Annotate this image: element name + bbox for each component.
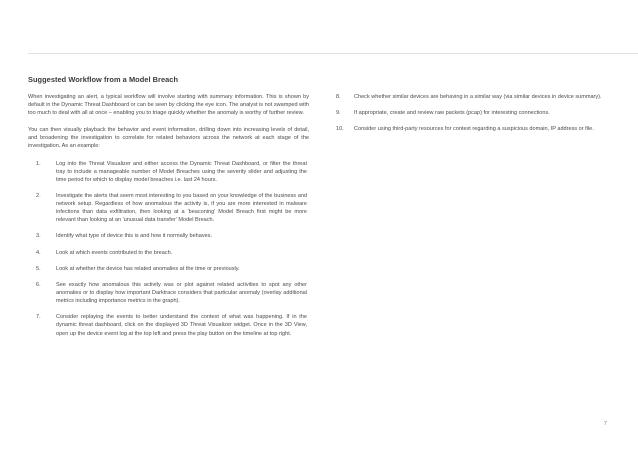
step-text: Investigate the alerts that seem most interesting to you based on your knowledge of the business and network setup. Regardless of how anomalous the activity is, if you are more interested in malware infections than data exfiltration, then looking at a 'beaconing' Model Breach first might be more relevant than looking at an 'unusual data transfer' Model Breach. <box>56 192 307 224</box>
list-item <box>36 160 309 184</box>
list-item <box>36 313 309 337</box>
header-divider <box>28 53 638 54</box>
step-number: 7. <box>36 314 41 321</box>
list-item <box>36 232 309 240</box>
step-text: Check whether similar devices are behaving in a similar way (via similar devices in device summary). <box>354 94 602 100</box>
step-number: 1. <box>36 160 41 167</box>
step-text: Identify what type of device this is and how it normally behaves. <box>56 233 213 240</box>
list-item <box>336 109 612 117</box>
step-number: 4. <box>36 249 41 256</box>
right-column <box>336 93 612 142</box>
list-item <box>36 249 309 257</box>
workflow-steps-right <box>336 93 612 133</box>
step-number: 3. <box>36 233 41 240</box>
intro-paragraph-1: When investigating an alert, a typical workflow will involve starting with summary information. This is shown by default in the Dynamic Threat Dashboard or can be seen by clicking the eye icon. The analyst is not swamped with too much to deal with all at once – enabling you to triage quickly whether the anomaly is worthy of further review. <box>28 94 309 117</box>
list-item <box>336 93 612 101</box>
list-item <box>336 125 612 133</box>
section-heading: Suggested Workflow from a Model Breach <box>28 75 179 84</box>
step-number: 6. <box>36 281 41 288</box>
step-text: If appropriate, create and review raw packets (pcap) for interesting connections. <box>354 110 550 117</box>
workflow-steps-left <box>36 160 309 338</box>
step-number: 2. <box>36 192 41 199</box>
step-text: Consider using third-party resources for context regarding a suspicious domain, IP address or file. <box>354 126 594 133</box>
list-item <box>36 192 309 224</box>
intro-paragraph-2: You can then visually playback the behavior and event information, drilling down into increasing levels of detail, and broadening the investigation to correlate for related behaviors across the network at each stage of the investigation. As an example: <box>28 127 309 150</box>
step-number: 5. <box>36 265 41 272</box>
step-text: See exactly how anomalous this activity was or plot against related activities to spot any other anomalies or to display how important Darktrace considers that particular anomaly (overlay additional metrics including importance metrics in the graph). <box>56 281 307 305</box>
page-number: 7 <box>603 421 607 427</box>
step-text: Look at which events contributed to the breach. <box>56 249 173 256</box>
step-number: 10. <box>336 126 344 133</box>
list-item <box>36 265 309 273</box>
step-text: Look at whether the device has related anomalies at the time or previously. <box>56 265 240 272</box>
left-column <box>28 93 309 346</box>
step-text: Log into the Threat Visualizer and either access the Dynamic Threat Dashboard, or filter the threat tray to include a manageable number of Model Breaches using the severity slider and adjusting the time period for which to display model breaches i.e. last 24 hours. <box>56 160 307 183</box>
list-item <box>36 281 309 305</box>
step-number: 9. <box>336 110 341 117</box>
step-text: Consider replaying the events to better understand the context of what was happening. If in the dynamic threat dashboard, click on the displayed 3D Threat Visualizer widget. Once in the 3D View, open up the device event log at the top left and press the play button on the timeline at top right. <box>56 314 307 337</box>
step-number: 8. <box>336 94 341 100</box>
